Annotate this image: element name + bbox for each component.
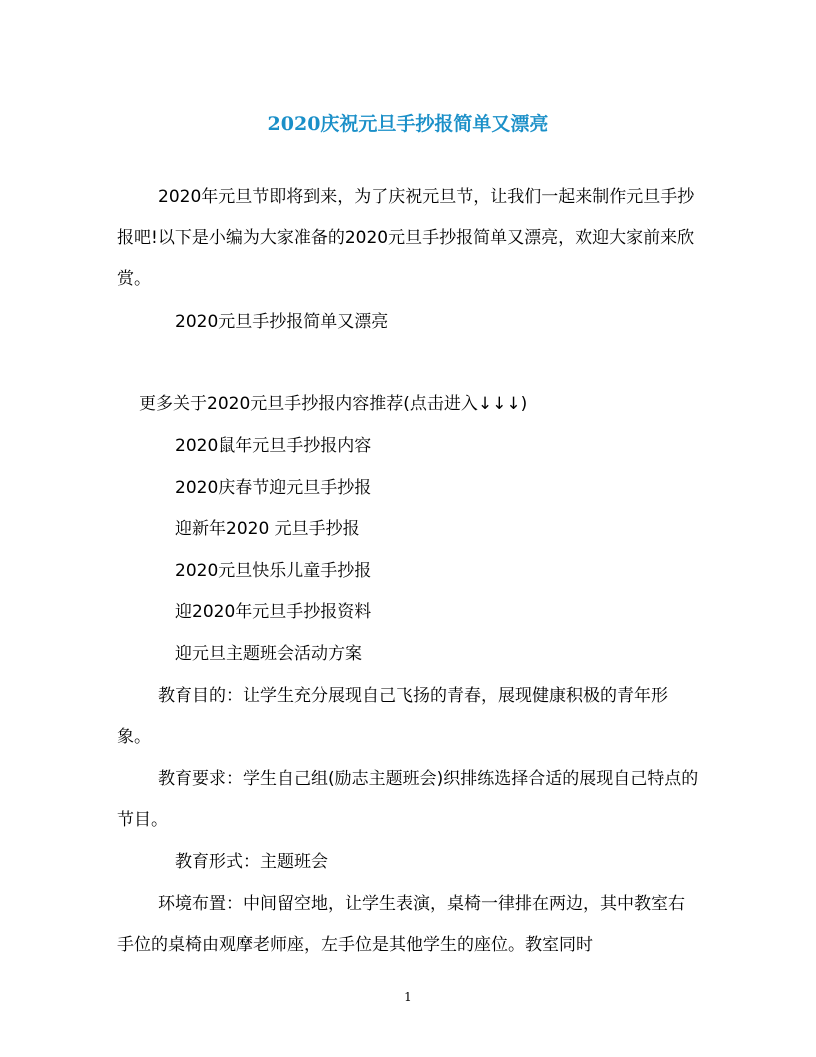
- link-item[interactable]: 迎2020年元旦手抄报资料: [175, 602, 372, 622]
- link-item[interactable]: 迎新年2020 元旦手抄报: [175, 519, 360, 539]
- environment-paragraph: 环境布置：中间留空地，让学生表演，桌椅一律排在两边，其中教室右手位的桌椅由观摩老师座，左手位是其他学生的座位。教室同时: [117, 894, 685, 955]
- page-number: 1: [404, 990, 412, 1004]
- more-recommendations-line: 更多关于2020元旦手抄报内容推荐(点击进入↓↓↓): [139, 394, 528, 414]
- intro-paragraph: 2020年元旦节即将到来，为了庆祝元旦节，让我们一起来制作元旦手抄报吧!以下是小编为大家准备的2020元旦手抄报简单又漂亮，欢迎大家前来欣赏。: [117, 187, 695, 289]
- education-requirement-block: [117, 759, 699, 841]
- link-item[interactable]: 2020鼠年元旦手抄报内容: [175, 436, 372, 456]
- document-title: 2020庆祝元旦手抄报简单又漂亮: [267, 113, 549, 135]
- education-goal-paragraph: 教育目的：让学生充分展现自己飞扬的青春，展现健康积极的青年形象。: [117, 686, 668, 747]
- education-goal-block: [117, 676, 699, 758]
- education-form-line: 教育形式：主题班会: [175, 852, 328, 872]
- subheading: 2020元旦手抄报简单又漂亮: [175, 312, 389, 332]
- education-requirement-paragraph: 教育要求：学生自己组(励志主题班会)织排练选择合适的展现自己特点的节目。: [117, 769, 699, 830]
- link-item[interactable]: 2020元旦快乐儿童手抄报: [175, 561, 372, 581]
- environment-block: [117, 884, 699, 966]
- link-item[interactable]: 迎元旦主题班会活动方案: [175, 644, 362, 664]
- link-item[interactable]: 2020庆春节迎元旦手抄报: [175, 478, 372, 498]
- intro-block: [117, 177, 699, 300]
